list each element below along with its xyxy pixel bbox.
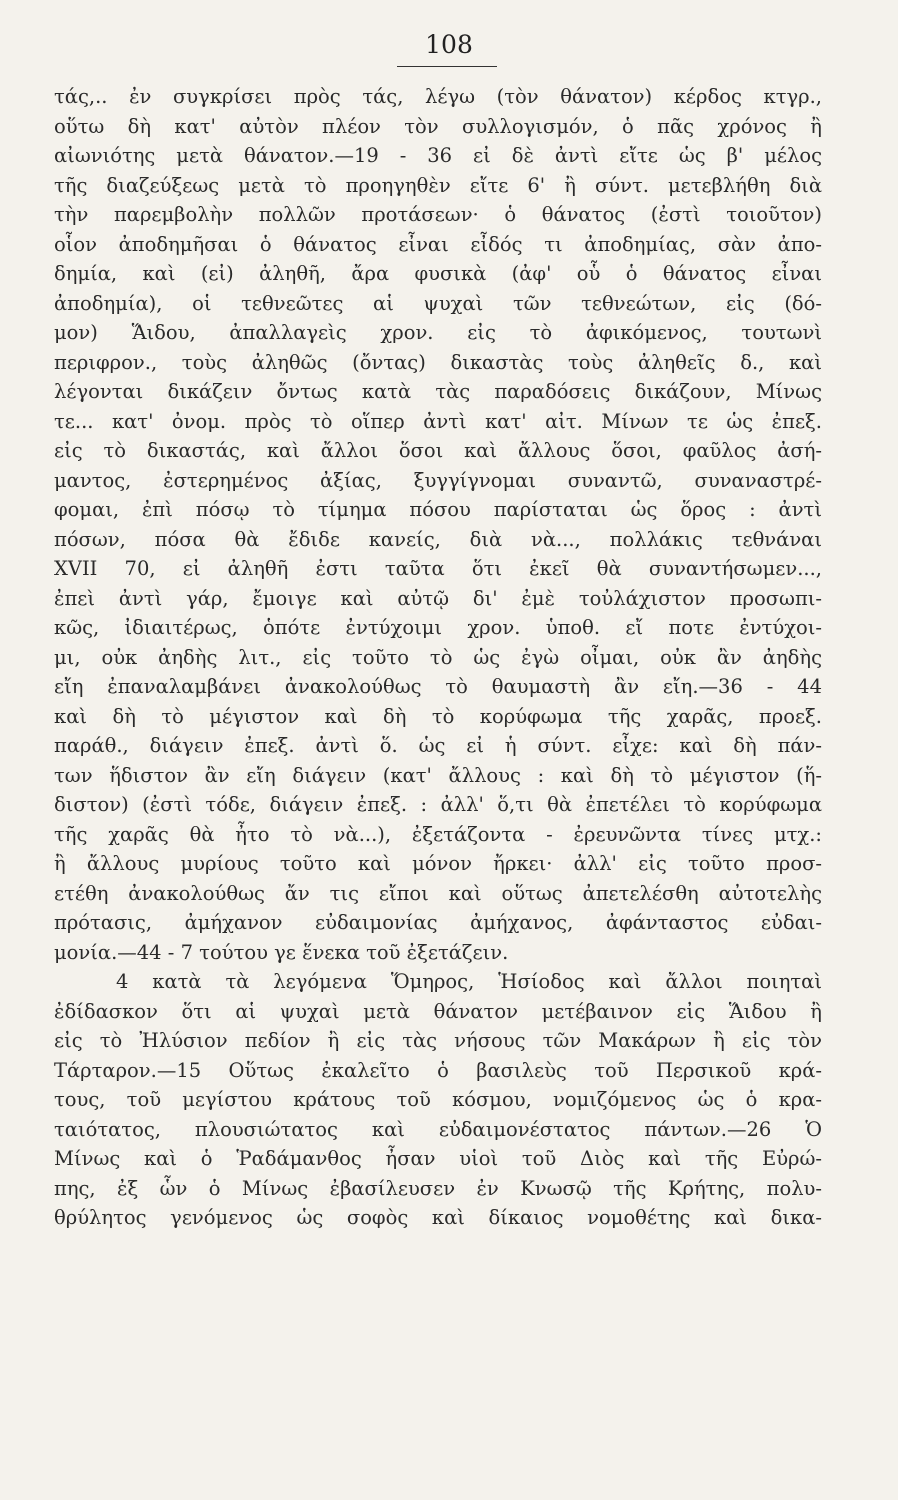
text-line: πρότασις, ἀμήχανον εὐδαιμονίας ἀμήχανος, ἀφάνταστος εὐδαι- [54, 911, 822, 934]
text-line: εἰς τὸ Ἠλύσιον πεδίον ἢ εἰς τὰς νήσους τῶν Μακάρων ἢ εἰς τὸν [54, 1029, 822, 1052]
text-line: καὶ δὴ τὸ μέγιστον καὶ δὴ τὸ κορύφωμα τῆς χαρᾶς, προεξ. [54, 704, 822, 728]
text-line: ετέθη ἀνακολούθως ἄν τις εἴποι καὶ οὕτως ἀπετελέσθη αὐτοτελὴς [54, 881, 822, 905]
text-line: τάς,.. ἐν συγκρίσει πρὸς τάς, λέγω (τὸν θάνατον) κέρδος κτγρ., [54, 85, 822, 108]
text-line: αἰωνιότης μετὰ θάνατον.—19 - 36 εἰ δὲ ἀντὶ εἴτε ὡς β' μέλος [54, 144, 822, 167]
text-line: περιφρον., τοὺς ἀληθῶς (ὄντας) δικαστὰς τοὺς ἀληθεῖς δ., καὶ [54, 350, 822, 374]
text-line: 4 κατὰ τὰ λεγόμενα Ὅμηρος, Ἡσίοδος καὶ ἄλλοι ποιηταὶ [116, 970, 822, 993]
text-line: ἀποδημία), οἱ τεθνεῶτες αἱ ψυχαὶ τῶν τεθνεώτων, εἰς (δό- [54, 291, 822, 315]
page-number: 108 [425, 30, 473, 59]
text-line: ἐπεὶ ἀντὶ γάρ, ἔμοιγε καὶ αὐτῷ δι' ἐμὲ τοὐλάχιστον προσωπι- [54, 586, 822, 610]
text-line: εἰς τὸ δικαστάς, καὶ ἄλλοι ὅσοι καὶ ἄλλους ὅσοι, φαῦλος ἀσή- [54, 439, 822, 462]
text-line: οἷον ἀποδημῆσαι ὁ θάνατος εἶναι εἶδός τι ἀποδημίας, σὰν ἀπο- [54, 232, 822, 256]
text-line: Μίνως καὶ ὁ Ῥαδάμανθος ἦσαν υἱοὶ τοῦ Διὸς καὶ τῆς Εὐρώ- [54, 1147, 822, 1170]
text-line: διστον) (ἐστὶ τόδε, διάγειν ἐπεξ. : ἀλλ' ὅ,τι θὰ ἐπετέλει τὸ κορύφωμα [54, 793, 822, 816]
text-line: μαντος, ἐστερημένος ἀξίας, ξυγγίγνομαι συναντῶ, συναναστρέ- [54, 468, 822, 492]
text-line: εἴη ἐπαναλαμβάνει ἀνακολούθως τὸ θαυμαστὴ ἂν εἴη.—36 - 44 [54, 675, 822, 698]
text-line: κῶς, ἰδιαιτέρως, ὁπότε ἐντύχοιμι χρον. ὑποθ. εἴ ποτε ἐντύχοι- [54, 616, 822, 639]
text-line: φομαι, ἐπὶ πόσῳ τὸ τίμημα πόσου παρίσταται ὡς ὅρος : ἀντὶ [54, 498, 822, 521]
text-line: θρύλητος γενόμενος ὡς σοφὸς καὶ δίκαιος νομοθέτης καὶ δικα- [54, 1206, 822, 1229]
header-rule [397, 66, 497, 67]
text-line: ἢ ἄλλους μυρίους τοῦτο καὶ μόνον ἤρκει· ἀλλ' εἰς τοῦτο προσ- [54, 852, 822, 875]
text-line: πης, ἐξ ὧν ὁ Μίνως ἐβασίλευσεν ἐν Κνωσῷ τῆς Κρήτης, πολυ- [54, 1176, 822, 1200]
text-line: πόσων, πόσα θὰ ἔδιδε κανείς, διὰ νὰ..., πολλάκις τεθνάναι [54, 527, 822, 551]
text-line: ἐδίδασκον ὅτι αἱ ψυχαὶ μετὰ θάνατον μετέβαινον εἰς Ἅιδου ἢ [54, 999, 822, 1023]
text-line: μονία.—44 - 7 τούτου γε ἕνεκα τοῦ ἐξετάζειν. [54, 940, 509, 964]
commentary-text [54, 82, 822, 1233]
text-line: τε... κατ' ὀνομ. πρὸς τὸ οἵπερ ἀντὶ κατ' αἰτ. Μίνων τε ὡς ἐπεξ. [54, 409, 822, 433]
text-line: μι, οὐκ ἀηδὴς λιτ., εἰς τοῦτο τὸ ὡς ἐγὼ οἶμαι, οὐκ ἂν ἀηδὴς [54, 645, 822, 669]
text-line: Τάρταρον.—15 Οὕτως ἐκαλεῖτο ὁ βασιλεὺς τοῦ Περσικοῦ κρά- [54, 1058, 822, 1082]
text-line: XVII 70, εἰ ἀληθῆ ἐστι ταῦτα ὅτι ἐκεῖ θὰ συναντήσωμεν..., [54, 557, 822, 580]
text-line: δημία, καὶ (εἰ) ἀληθῆ, ἄρα φυσικὰ (ἀφ' οὗ ὁ θάνατος εἶναι [54, 262, 822, 285]
text-line: τῆς χαρᾶς θὰ ἦτο τὸ νὰ...), ἐξετάζοντα - ἐρευνῶντα τίνες μτχ.: [54, 822, 822, 846]
text-line: μον) Ἅιδου, ἀπαλλαγεὶς χρον. εἰς τὸ ἀφικόμενος, τουτωνὶ [54, 321, 822, 344]
text-line: τῆς διαζεύξεως μετὰ τὸ προηγηθὲν εἴτε 6' ἢ σύντ. μετεβλήθη διὰ [54, 173, 822, 197]
text-line: τὴν παρεμβολὴν πολλῶν προτάσεων· ὁ θάνατος (ἐστὶ τοιοῦτον) [54, 203, 822, 226]
text-line: παράθ., διάγειν ἐπεξ. ἀντὶ ὅ. ὡς εἰ ἡ σύντ. εἶχε: καὶ δὴ πάν- [54, 734, 822, 757]
text-line: οὕτω δὴ κατ' αὐτὸν πλέον τὸν συλλογισμόν, ὁ πᾶς χρόνος ἢ [54, 114, 822, 138]
text-line: των ἥδιστον ἂν εἴη διάγειν (κατ' ἄλλους : καὶ δὴ τὸ μέγιστον (ἥ- [54, 763, 822, 787]
text-line: ταιότατος, πλουσιώτατος καὶ εὐδαιμονέστατος πάντων.—26 Ὁ [54, 1117, 822, 1141]
text-line: τους, τοῦ μεγίστου κράτους τοῦ κόσμου, νομιζόμενος ὡς ὁ κρα- [54, 1088, 822, 1111]
text-line: λέγονται δικάζειν ὄντως κατὰ τὰς παραδόσεις δικάζουν, Μίνως [54, 380, 822, 403]
